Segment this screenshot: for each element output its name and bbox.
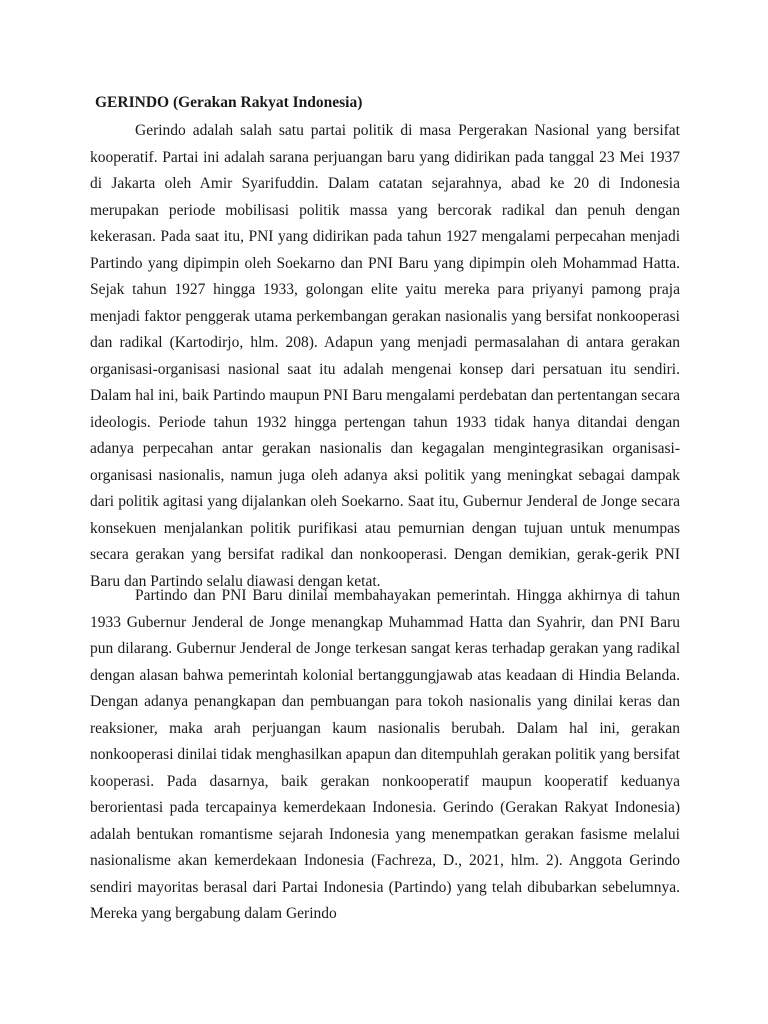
paragraph-1: Gerindo adalah salah satu partai politik di masa Pergerakan Nasional yang bersifat kooperatif. Partai ini adalah sarana perjuangan baru yang didirikan pada tanggal 23 Mei 1937 di Jakarta oleh Amir Syarifuddin. Dalam catatan sejarahnya, abad ke 20 di Indonesia merupakan periode mobilisasi politik massa yang bercorak radikal dan penuh dengan kekerasan. Pada saat itu, PNI yang didirikan pada tahun 1927 mengalami perpecahan menjadi Partindo yang dipimpin oleh Soekarno dan PNI Baru yang dipimpin oleh Mohammad Hatta. Sejak tahun 1927 hingga 1933, golongan elite yaitu mereka para priyanyi pamong praja menjadi faktor penggerak utama perkembangan gerakan nasionalis yang bersifat nonkooperasi dan radikal (Kartodirjo, hlm. 208). Adapun yang menjadi permasalahan di antara gerakan organisasi-organisasi nasional saat itu adalah mengenai konsep dari persatuan itu sendiri. Dalam hal ini, baik Partindo maupun PNI Baru mengalami perdebatan dan pertentangan secara ideologis. Periode tahun 1932 hingga pertengan tahun 1933 tidak hanya ditandai dengan adanya perpecahan antar gerakan nasionalis dan kegagalan mengintegrasikan organisasi-organisasi nasionalis, namun juga oleh adanya aksi politik yang meningkat sebagai dampak dari politik agitasi yang dijalankan oleh Soekarno. Saat itu, Gubernur Jenderal de Jonge secara konsekuen menjalankan politik purifikasi atau pemurnian dengan tujuan untuk menumpas secara gerakan yang bersifat radikal dan nonkooperasi. Dengan demikian, gerak-gerik PNI Baru dan Partindo selalu diawasi dengan ketat.	[90, 122, 680, 590]
document-title: GERINDO (Gerakan Rakyat Indonesia)	[95, 94, 363, 111]
paragraph-2: Partindo dan PNI Baru dinilai membahayakan pemerintah. Hingga akhirnya di tahun 1933 Gubernur Jenderal de Jonge menangkap Muhammad Hatta dan Syahrir, dan PNI Baru pun dilarang. Gubernur Jenderal de Jonge terkesan sangat keras terhadap gerakan yang radikal dengan alasan bahwa pemerintah kolonial bertanggungjawab atas keadaan di Hindia Belanda. Dengan adanya penangkapan dan pembuangan para tokoh nasionalis yang dinilai keras dan reaksioner, maka arah perjuangan kaum nasionalis berubah. Dalam hal ini, gerakan nonkooperasi dinilai tidak menghasilkan apapun dan ditempuhlah gerakan politik yang bersifat kooperasi. Pada dasarnya, baik gerakan nonkooperatif maupun kooperatif keduanya berorientasi pada tercapainya kemerdekaan Indonesia. Gerindo (Gerakan Rakyat Indonesia) adalah bentukan romantisme sejarah Indonesia yang menempatkan gerakan fasisme melalui nasionalisme akan kemerdekaan Indonesia (Fachreza, D., 2021, hlm. 2). Anggota Gerindo sendiri mayoritas berasal dari Partai Indonesia (Partindo) yang telah dibubarkan sebelumnya. Mereka yang bergabung dalam Gerindo	[90, 587, 680, 922]
